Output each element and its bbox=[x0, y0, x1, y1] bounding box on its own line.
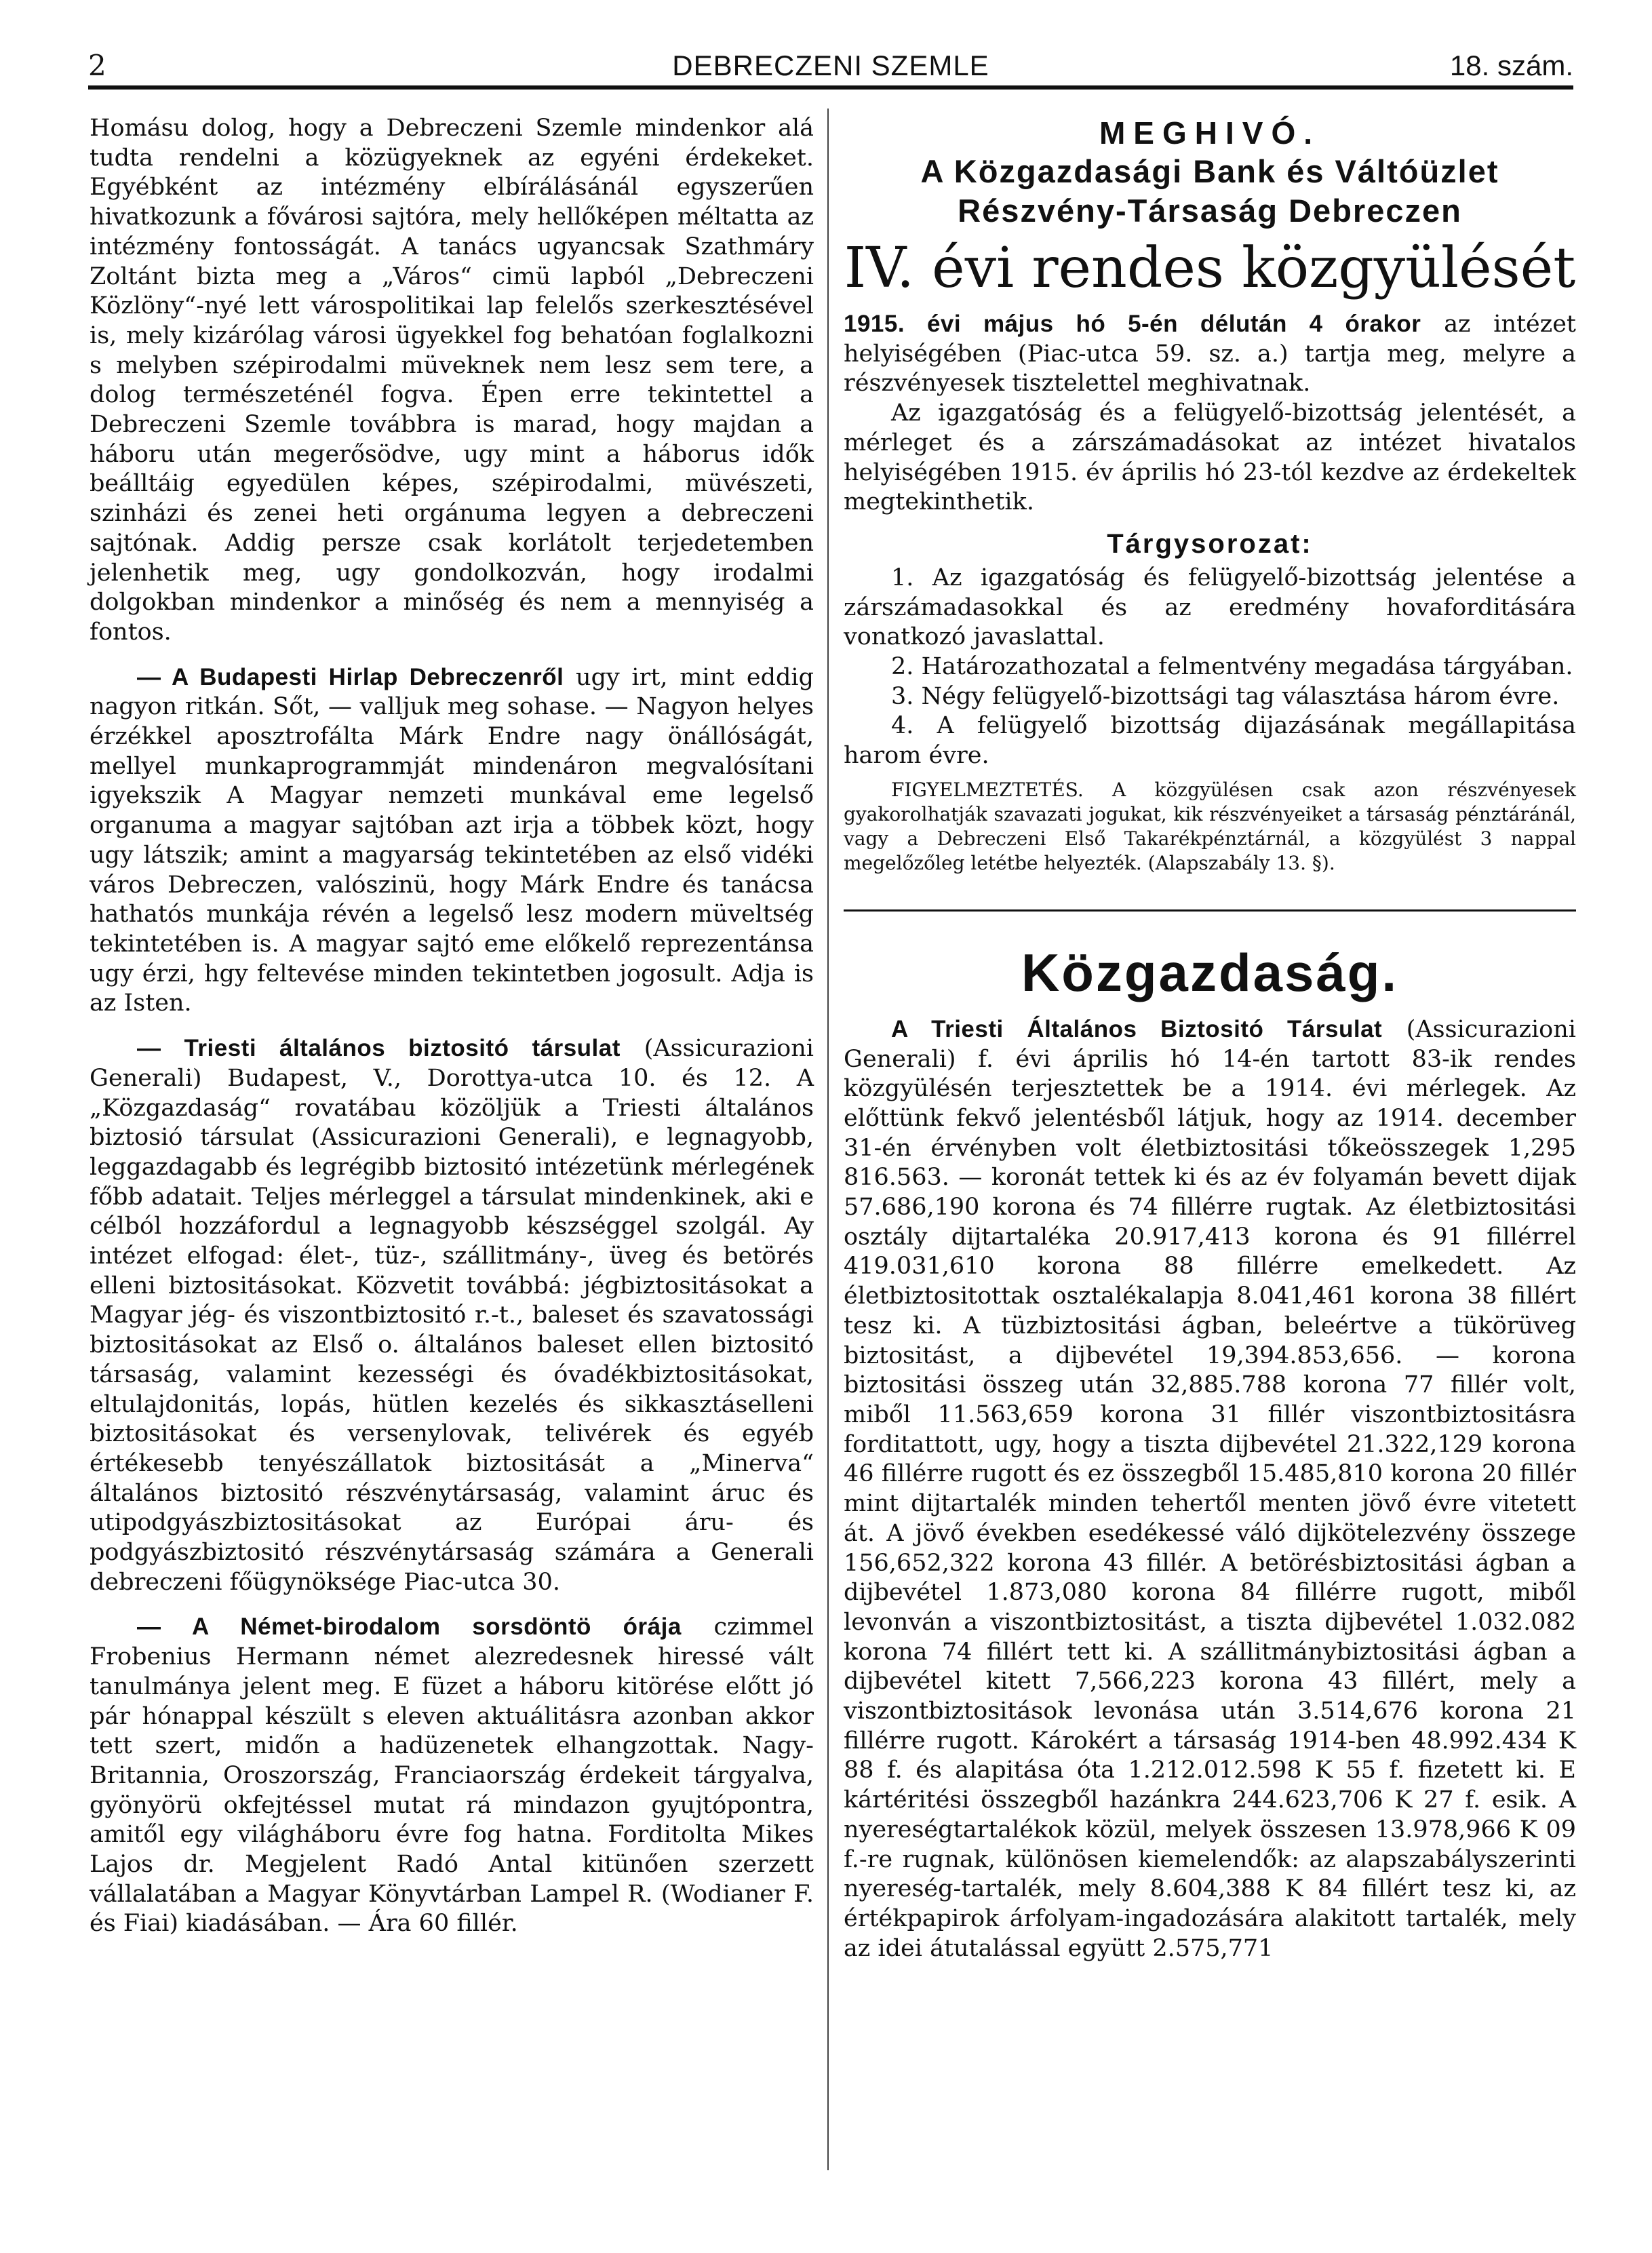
header-rule bbox=[88, 85, 1573, 90]
invitation-notice bbox=[844, 114, 1576, 876]
article-body: (Assicurazioni Generali) Budapest, V., Dorottya-utca 10. és 12. A „Közgazdaság“ rovatábau közöljük a Triesti általános biztosió társulat (Assicurazioni Generali), e legnagyobb, leggazdagabb és legrégibb biztositó intézetünk mérlegének főbb adatait. Teljes mérleggel a társulat mindenkinek, aki e célból hozzáfordul a legnagyobb készséggel szolgál. Ay intézet elfogad: élet-, tüz-, szállitmány-, üveg és betörés elleni biztositásokat. Közvetit továbbá: jégbiztositásokat a Magyar jég- és viszontbiztositó r.-t., baleset és szavatossági biztositásokat az Első o. általános baleset ellen biztositó társaság, valamint kezességi és óvadékbiztositásokat, eltulajdonitás, lopás, hütlen kezelés és sikkasztáselleni biztositásokat és versenylovak, telivérek és egyéb értékesebb tenyészállatok biztositását a „Minerva“ általános biztositó részvénytársaság, valamint áruc és utipodgyászbiztositásokat az Európai áru- és podgyászbiztositó részvénytársaság számára a Generali debreczeni főügynöksége Piac-utca 30. bbox=[90, 1035, 814, 1596]
agenda-title: Tárgysorozat: bbox=[1107, 528, 1313, 559]
agenda-item: 3. Négy felügyelő-bizottsági tag választása három évre. bbox=[891, 682, 1560, 710]
invitation-company: A Közgazdasági Bank és Váltóüzlet Részvény-Társaság Debreczen bbox=[920, 153, 1499, 229]
column-divider bbox=[827, 109, 829, 2170]
economy-article-heading: A Triesti Általános Biztositó Társulat bbox=[891, 1015, 1383, 1042]
invitation-warning: FIGYELMEZTETÉS. A közgyülésen csak azon részvényesek gyakorolhatják szavazati jogukat, kik részvényeiket a társaság pénztáránál, vagy a Debreczeni Első Takarékpénztárnál, a közgyülést 3 nappal megelőzőleg letétbe helyezték. (Alapszabály 13. §). bbox=[844, 778, 1576, 874]
article-body: czimmel Frobenius Hermann német alezredesnek hiressé vált tanulmánya jelent meg. E füzet a háboru kitörése előtt jó pár hónappal készült s eleven aktuálitásra azonban akkor tett szert, midőn a hadüzenetek elhangzottak. Nagy-Britannia, Oroszország, Franciaország érdekeit tárgyalva, gyönyörü okfejtéssel mutat rá mindazon gyujtópontra, amitől egy világháboru évre fog hatna. Forditolta Mikes Lajos dr. Megjelent Radó Antal kitünően szerzett vállalatában a Magyar Könyvtárban Lampel R. (Wodianer F. és Fiai) kiadásában. — Ára 60 fillér. bbox=[90, 1613, 814, 1938]
section-rule bbox=[844, 909, 1576, 912]
invitation-meeting: IV. évi rendes közgyülését bbox=[844, 236, 1576, 300]
invitation-date bbox=[844, 309, 1576, 399]
article-heading: — A Német-birodalom sorsdöntö órája bbox=[137, 1613, 682, 1641]
agenda-item: 4. A felügyelő bizottság dijazásának megállapitása harom évre. bbox=[844, 712, 1576, 770]
right-column bbox=[844, 114, 1576, 1963]
economy-article bbox=[844, 1015, 1576, 1964]
economy-article-body: (Assicurazioni Generali) f. évi április hó 14-én tartott 83-ik rendes közgyülésén terjesztettek be a 1914. évi mérlegek. Az előttünk fekvő jelentésből látjuk, hogy az 1914. december 31-én érvényben volt életbiztositási tőkeösszegek 1,295 816.563. — koronát tettek ki és az év folyamán bevett dijak 57.686,190 korona és 74 fillérre rugtak. Az életbiztositási osztály dijtartaléka 20.917,413 korona és 91 fillérrel 419.031,610 korona 88 fillérre emelkedett. Az életbiztositottak osztalékalapja 8.041,461 korona 38 fillért tesz ki. A tüzbiztositási ágban, beleértve a tükörüveg biztositást, a dijbevétel 19,394.853,656. — korona biztositási összeg után 32,885.788 korona 77 fillér volt, miből 11.563,659 korona 31 fillér viszontbiztositásra forditattott, ugy, hogy a tiszta dijbevétel 21.322,129 korona 46 fillérre rugott és ez összegből 15.485,810 korona 20 fillér mint dijtartalék minden tehertől menten jövő évre vitetett át. A jövő években esedékessé váló dijkötelezvény összege 156,652,322 korona 43 fillér. A betörésbiztositási ágban a dijbevétel 1.873,080 korona 84 fillérre rugott, miből levonván a viszontbiztositást, a tiszta dijbevétel 1.032.082 korona 74 fillért tett ki. A szállitmánybiztositási ágban a dijbevétel kitett 7,566,223 korona 43 fillért, mely a viszontbiztositások levonása után 3.514,676 korona 21 fillérre rugott. Károkért a társaság 1914-ben 48.992.434 K 88 f. és alapitása óta 1.212.012.598 K 55 f. fizetett ki. E kártéritési összegből hazánkra 244.623,706 K 27 f. esik. A nyereségtartalékok közül, melyek összesen 13.978,966 K 09 f.-re rugnak, különösen kiemelendők: az alapszabályszerinti nyereség-tartalék, mely 8.604,388 K 84 fillért tesz ki, az értékpapirok árfolyam-ingadozására alakitott tartalék, mely az idei átutalással együtt 2.575,771 bbox=[844, 1015, 1576, 1962]
article-heading: — A Budapesti Hirlap Debreczenről bbox=[137, 663, 564, 690]
publication-title: DEBRECZENI SZEMLE bbox=[672, 50, 989, 81]
article-triesti-tarsulat bbox=[90, 1034, 814, 1597]
issue-number: 18. szám. bbox=[1449, 50, 1573, 81]
article-nemet-birodalom bbox=[90, 1612, 814, 1939]
page-number: 2 bbox=[88, 49, 106, 82]
invitation-date-rest: az intézet helyiségében (Piac-utca 59. sz. a.) tartja meg, melyre a részvényesek tisztelettel meghivatnak. bbox=[844, 311, 1576, 397]
invitation-date-bold: 1915. évi május hó 5-én délután 4 órakor bbox=[844, 311, 1421, 337]
invitation-report: Az igazgatóság és a felügyelő-bizottság jelentését, a mérleget és a zárszámadásokat az intézet hivatalos helyiségében 1915. év április hó 23-tól kezdve az érdekeltek megtekinthetik. bbox=[844, 399, 1576, 516]
section-title-kozgazdasag: Közgazdaság. bbox=[1021, 942, 1399, 1002]
agenda-item: 2. Határozathozatal a felmentvény megadása tárgyában. bbox=[891, 653, 1573, 681]
article-heading: — Triesti általános biztositó társulat bbox=[137, 1035, 621, 1062]
agenda-item: 1. Az igazgatóság és felügyelő-bizottság jelentése a zárszámadasokkal és az eredmény hovaforditására vonatkozó javaslattal. bbox=[844, 564, 1576, 651]
article-continuation: Homásu dolog, hogy a Debreczeni Szemle mindenkor alá tudta rendelni a közügyeknek az egyéni érdekeket. Egyébként az intézmény elbírálásánál egyszerűen hivatkozunk a fővárosi sajtóra, mely hellőképen méltatta az intézmény fontosságát. A tanács ugyancsak Szathmáry Zoltánt bizta meg a „Város“ cimü lapból „Debreczeni Közlöny“-nyé lett várospolitikai lap felelős szerkesztésével is, mely kizárólag városi ügyekkel fog behatóan foglalkozni s melyben szépirodalmi müveknek nem lesz sem tere, a dolog természeténél fogva. Épen erre tekintettel a Debreczeni Szemle továbbra is marad, hogy majdan a háboru után megerősödve, ugy mint a háborus idők beálltáig egyedülen képes, szépirodalmi, müvészeti, szinházi és zenei heti orgánuma legyen a debreczeni sajtónak. Addig persze csak korlátolt terjedetemben jelenhetik meg, ugy gondolkozván, hogy irodalmi dolgokban mindenkor a minőség és nem a mennyiség a fontos. bbox=[90, 115, 814, 646]
article-body: ugy irt, mint eddig nagyon ritkán. Sőt, — valljuk meg sohase. — Nagyon helyes érzékkel aposztrofálta Márk Endre nagy önállóságát, mellyel munkaprogrammját mindenáron megvalósítani igyekszik A Magyar nemzeti munkával eme legelső organuma a magyar sajtóban azt irja a többek közt, hogy ugy látszik; amint a magyarság tekintetében az első vidéki város Debreczen, valószinü, hogy Márk Endre és tanácsa hathatós munkája révén a legelső lesz modern müveltség tekintetében is. A magyar sajtó eme előkelő reprezentánsa ugy érzi, hgy feltevése minden tekintetben jogosult. Adja is az Isten. bbox=[90, 663, 814, 1017]
left-column bbox=[90, 114, 814, 1939]
page-header bbox=[88, 49, 1573, 83]
invitation-title: MEGHIVÓ. bbox=[1099, 115, 1321, 151]
article-budapesti-hirlap bbox=[90, 663, 814, 1019]
